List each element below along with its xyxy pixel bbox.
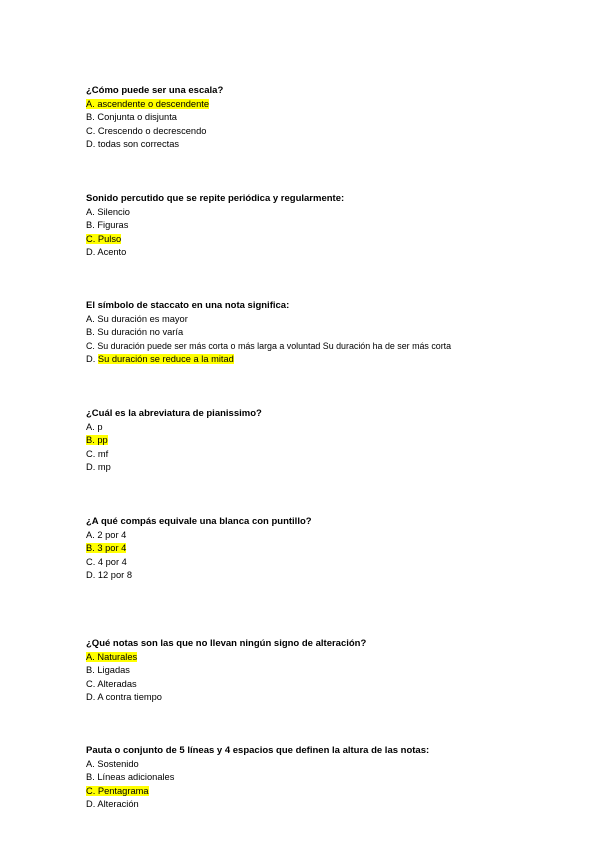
question-text: El símbolo de staccato en una nota significa: <box>86 300 290 311</box>
highlighted-answer: B. pp <box>86 435 108 445</box>
question-text: ¿Cómo puede ser una escala? <box>86 85 224 96</box>
highlighted-answer: A. ascendente o descendente <box>86 98 210 109</box>
question-block <box>86 744 566 812</box>
question-text: ¿Qué notas son las que no llevan ningún signo de alteración? <box>86 638 367 649</box>
option-d: D. mp <box>86 462 111 472</box>
question-text: Pauta o conjunto de 5 líneas y 4 espacios que definen la altura de las notas: <box>86 745 430 756</box>
option-d: D. A contra tiempo <box>86 692 162 702</box>
question-text: ¿Cuál es la abreviatura de pianissimo? <box>86 408 262 419</box>
option-c: C. Su duración puede ser más corta o más larga a voluntad Su duración ha de ser más corta <box>86 340 452 351</box>
option-d: D. todas son correctas <box>86 139 180 149</box>
option-b: B. Figuras <box>86 220 129 230</box>
highlighted-answer: Su duración se reduce a la mitad <box>97 354 234 364</box>
highlighted-answer: C. Pulso <box>86 233 122 244</box>
option-c: C. Crescendo o decrescendo <box>86 125 207 136</box>
option-a <box>86 98 566 112</box>
question-text: Sonido percutido que se repite periódica y regularmente: <box>86 193 345 204</box>
option-d: D. Acento <box>86 247 127 257</box>
option-c: C. Alteradas <box>86 678 137 689</box>
option-b <box>86 542 566 556</box>
option-c: C. mf <box>86 448 109 459</box>
option-d: D. Alteración <box>86 799 139 809</box>
option-a: A. Su duración es mayor <box>86 313 188 324</box>
option-b <box>86 434 566 448</box>
option-a: A. Silencio <box>86 206 130 217</box>
question-block <box>86 192 566 260</box>
option-b: B. Líneas adicionales <box>86 772 175 782</box>
question-block <box>86 299 566 367</box>
highlighted-answer: C. Pentagrama <box>86 785 149 796</box>
option-d: D. 12 por 8 <box>86 570 132 580</box>
option-c <box>86 233 566 247</box>
question-block <box>86 515 566 583</box>
option-a <box>86 651 566 665</box>
question-text: ¿A qué compás equivale una blanca con puntillo? <box>86 516 312 527</box>
option-b: B. Ligadas <box>86 665 130 675</box>
question-block <box>86 84 566 152</box>
option-b: B. Su duración no varía <box>86 327 184 337</box>
option-c <box>86 785 566 799</box>
question-block <box>86 407 566 475</box>
highlighted-answer: A. Naturales <box>86 651 138 662</box>
option-a: A. p <box>86 421 103 432</box>
question-block <box>86 637 566 705</box>
option-a: A. 2 por 4 <box>86 529 127 540</box>
option-d: D. Su duración se reduce a la mitad <box>86 354 234 364</box>
highlighted-answer: B. 3 por 4 <box>86 543 127 553</box>
option-b: B. Conjunta o disjunta <box>86 112 177 122</box>
option-a: A. Sostenido <box>86 758 139 769</box>
option-c: C. 4 por 4 <box>86 556 127 567</box>
